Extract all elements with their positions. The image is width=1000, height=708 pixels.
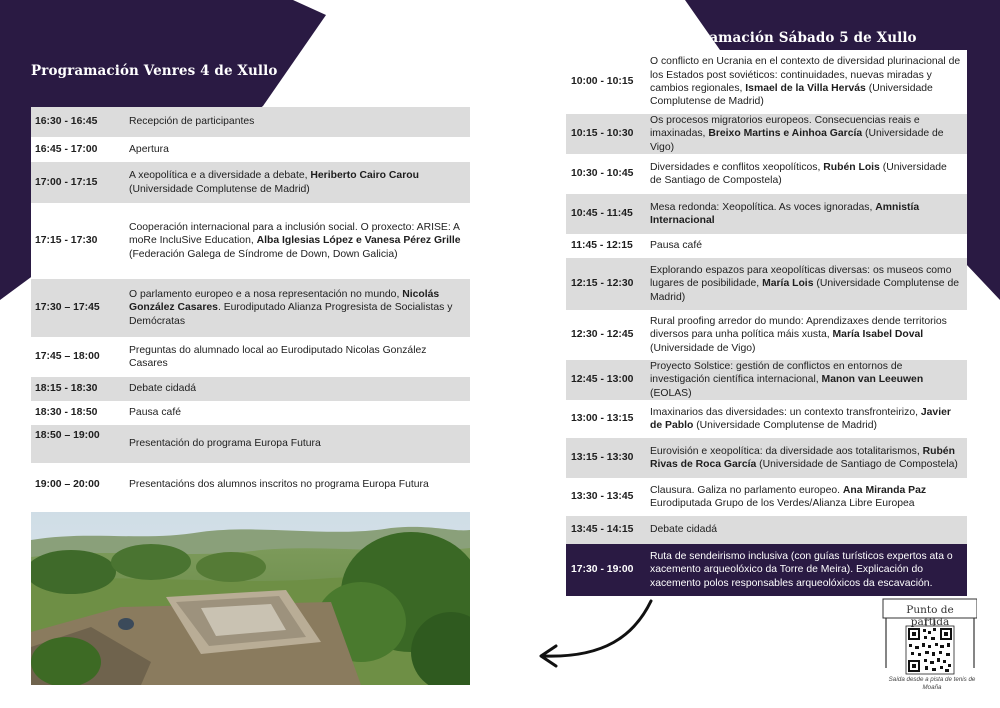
- time-cell: 12:45 - 13:00: [566, 360, 650, 400]
- description-text: Os procesos migratorios europeos. Consecuencias reais e imaxinadas,: [650, 115, 920, 140]
- time-cell: 17:00 - 17:15: [31, 162, 129, 203]
- table-row: [31, 463, 470, 507]
- time-cell: 13:00 - 13:15: [566, 400, 650, 438]
- description-text: (EOLAS): [650, 387, 692, 399]
- time-cell: 12:15 - 12:30: [566, 258, 650, 310]
- friday-program-title: Programación Venres 4 de Xullo: [31, 63, 278, 79]
- time-cell: 13:45 - 14:15: [566, 516, 650, 544]
- description-text: Ruta de sendeirismo inclusiva (con guías turísticos expertos ata o xacemento arqueolóxico da Torre de Meira). Explicación do xacemento polos responsables arqueolóxicos da escavación.: [650, 551, 953, 589]
- speaker-name: Javier de Pablo: [650, 406, 951, 431]
- session-description: [650, 400, 967, 438]
- session-description: [129, 162, 470, 203]
- table-row: [31, 162, 470, 203]
- description-text: Presentacións dos alumnos inscritos no programa Europa Futura: [129, 479, 429, 491]
- description-text: Presentación do programa Europa Futura: [129, 438, 321, 450]
- table-row: [31, 279, 470, 337]
- description-text: O parlamento europeo e a nosa representación no mundo,: [129, 289, 403, 301]
- time-cell: 17:30 - 19:00: [566, 544, 650, 596]
- table-row: [31, 377, 470, 401]
- speaker-name: Ana Miranda Paz: [842, 484, 927, 496]
- time-cell: 17:45 – 18:00: [31, 337, 129, 377]
- time-cell: 18:30 - 18:50: [31, 401, 129, 425]
- speaker-name: Breixo Martins e Ainhoa García: [708, 128, 863, 140]
- description-text: . Eurodiputado Alianza Progresista de Socialistas y Demócratas: [129, 302, 453, 327]
- time-cell: 11:45 - 12:15: [566, 234, 650, 258]
- description-text: (Universidade de Santiago de Compostela): [650, 161, 947, 186]
- time-cell: 10:45 - 11:45: [566, 194, 650, 234]
- table-row: [566, 516, 967, 544]
- time-cell: 18:50 – 19:00: [31, 425, 129, 463]
- description-text: Eurovisión e xeopolítica: da diversidade aos totalitarismos,: [650, 445, 923, 457]
- archaeological-site-photo: [31, 512, 470, 685]
- speaker-name: Amnistía Internacional: [650, 201, 920, 226]
- time-cell: 10:00 - 10:15: [566, 50, 650, 114]
- speaker-name: María Isabel Doval: [832, 329, 924, 341]
- session-description: [129, 425, 470, 463]
- speaker-name: Heriberto Cairo Carou: [310, 170, 419, 182]
- description-text: (Universidade Complutense de Madrid): [650, 83, 933, 108]
- table-row: [566, 310, 967, 360]
- time-cell: 16:45 - 17:00: [31, 137, 129, 162]
- table-row: [566, 360, 967, 400]
- session-description: [129, 337, 470, 377]
- session-description: [129, 463, 470, 507]
- time-cell: 12:30 - 12:45: [566, 310, 650, 360]
- description-text: Debate cidadá: [129, 383, 197, 395]
- description-text: (Universidade de Vigo): [650, 128, 944, 153]
- saturday-program-title: Programación Sábado 5 de Xullo: [666, 30, 917, 46]
- description-text: A xeopolítica e a diversidade a debate,: [129, 170, 311, 182]
- table-row: [31, 425, 470, 463]
- session-description: [129, 401, 470, 425]
- description-text: (Universidade de Santiago de Compostela): [756, 459, 958, 470]
- time-cell: 19:00 – 20:00: [31, 463, 129, 507]
- time-cell: 10:15 - 10:30: [566, 114, 650, 154]
- description-text: Apertura: [129, 143, 169, 155]
- description-text: Clausura. Galiza no parlamento europeo.: [650, 484, 843, 496]
- session-description: [650, 438, 967, 478]
- description-text: Cooperación internacional para a inclusión social. O proxecto: ARISE: A moRe IncluSive Education,: [129, 222, 460, 247]
- table-row: [566, 114, 967, 154]
- table-row-highlight: [566, 544, 967, 596]
- session-description: [650, 234, 967, 258]
- table-row: [566, 478, 967, 516]
- speaker-name: María Lois: [762, 278, 814, 290]
- session-description: [129, 279, 470, 337]
- session-description: [650, 154, 967, 194]
- table-row: [31, 337, 470, 377]
- description-text: O conflicto en Ucrania en el contexto de diversidad plurinacional de los Estados post soviéticos: continuidades, nuevas miradas y cambios regionales,: [650, 56, 961, 94]
- table-row: [566, 50, 967, 114]
- saturday-schedule-table: [566, 50, 967, 596]
- time-cell: 13:30 - 13:45: [566, 478, 650, 516]
- session-description: [650, 544, 967, 596]
- table-row: [566, 258, 967, 310]
- description-text: Diversidades e conflitos xeopolíticos,: [650, 161, 824, 173]
- description-text: Explorando espazos para xeopolíticas diversas: os museos como lugares de posibilidade,: [650, 265, 952, 290]
- description-text: Pausa café: [650, 240, 702, 252]
- speaker-name: Rubén Lois: [823, 161, 880, 173]
- time-cell: 13:15 - 13:30: [566, 438, 650, 478]
- time-cell: 16:30 - 16:45: [31, 107, 129, 137]
- session-description: [650, 50, 967, 114]
- curved-arrow-icon: [534, 596, 664, 676]
- session-description: [129, 203, 470, 279]
- session-description: [129, 377, 470, 401]
- table-row: [31, 203, 470, 279]
- session-description: [129, 137, 470, 162]
- description-text: Rural proofing arredor do mundo: Aprendizaxes dende territorios diversos para unha política máis xusta,: [650, 316, 947, 341]
- meeting-point-caption: Saída desde a pista de tenis de Moaña: [888, 676, 976, 691]
- table-row: [31, 137, 470, 162]
- speaker-name: Ismael de la Villa Hervás: [745, 83, 866, 94]
- description-text: (Universidade Complutense de Madrid): [693, 420, 877, 431]
- table-row: [31, 401, 470, 425]
- description-text: (Universidade Complutense de Madrid): [129, 183, 310, 195]
- meeting-point-title: Punto de partida: [906, 604, 954, 628]
- friday-schedule-table: [31, 107, 470, 507]
- speaker-name: Alba Iglesias López e Vanesa Pérez Grille: [256, 235, 461, 247]
- time-cell: 10:30 - 10:45: [566, 154, 650, 194]
- session-description: [650, 114, 967, 154]
- description-text: Mesa redonda: Xeopolítica. As voces ignoradas,: [650, 201, 876, 213]
- session-description: [650, 310, 967, 360]
- description-text: Preguntas do alumnado local ao Eurodiputado Nicolas González Casares: [129, 344, 427, 369]
- description-text: Debate cidadá: [650, 524, 718, 536]
- speaker-name: Rubén Rivas de Roca García: [650, 445, 955, 470]
- description-text: Imaxinarios das diversidades: un contexto transfronteirizo,: [650, 406, 921, 418]
- session-description: [650, 194, 967, 234]
- time-cell: 18:15 - 18:30: [31, 377, 129, 401]
- description-text: (Federación Galega de Síndrome de Down, Down Galicia): [129, 248, 398, 260]
- description-text: Pausa café: [129, 407, 181, 419]
- description-text: (Universidade de Vigo): [650, 342, 756, 354]
- time-cell: 17:30 – 17:45: [31, 279, 129, 337]
- description-text: Proyecto Solstice: gestión de conflictos en entornos de investigación científica internacional,: [650, 361, 903, 386]
- time-cell: 17:15 - 17:30: [31, 203, 129, 279]
- table-row: [31, 107, 470, 137]
- description-text: Recepción de participantes: [129, 116, 255, 128]
- description-text: (Universidade Complutense de Madrid): [650, 278, 960, 303]
- description-text: Eurodiputada Grupo de los Verdes/Alianza Libre Europea: [650, 498, 915, 509]
- table-row: [566, 154, 967, 194]
- session-description: [650, 258, 967, 310]
- table-row: [566, 438, 967, 478]
- speaker-name: Nicolás González Casares: [129, 289, 440, 314]
- speaker-name: Manon van Leeuwen: [821, 374, 924, 386]
- session-description: [129, 107, 470, 137]
- table-row: [566, 234, 967, 258]
- session-description: [650, 478, 967, 516]
- table-row: [566, 400, 967, 438]
- session-description: [650, 360, 967, 400]
- session-description: [650, 516, 967, 544]
- table-row: [566, 194, 967, 234]
